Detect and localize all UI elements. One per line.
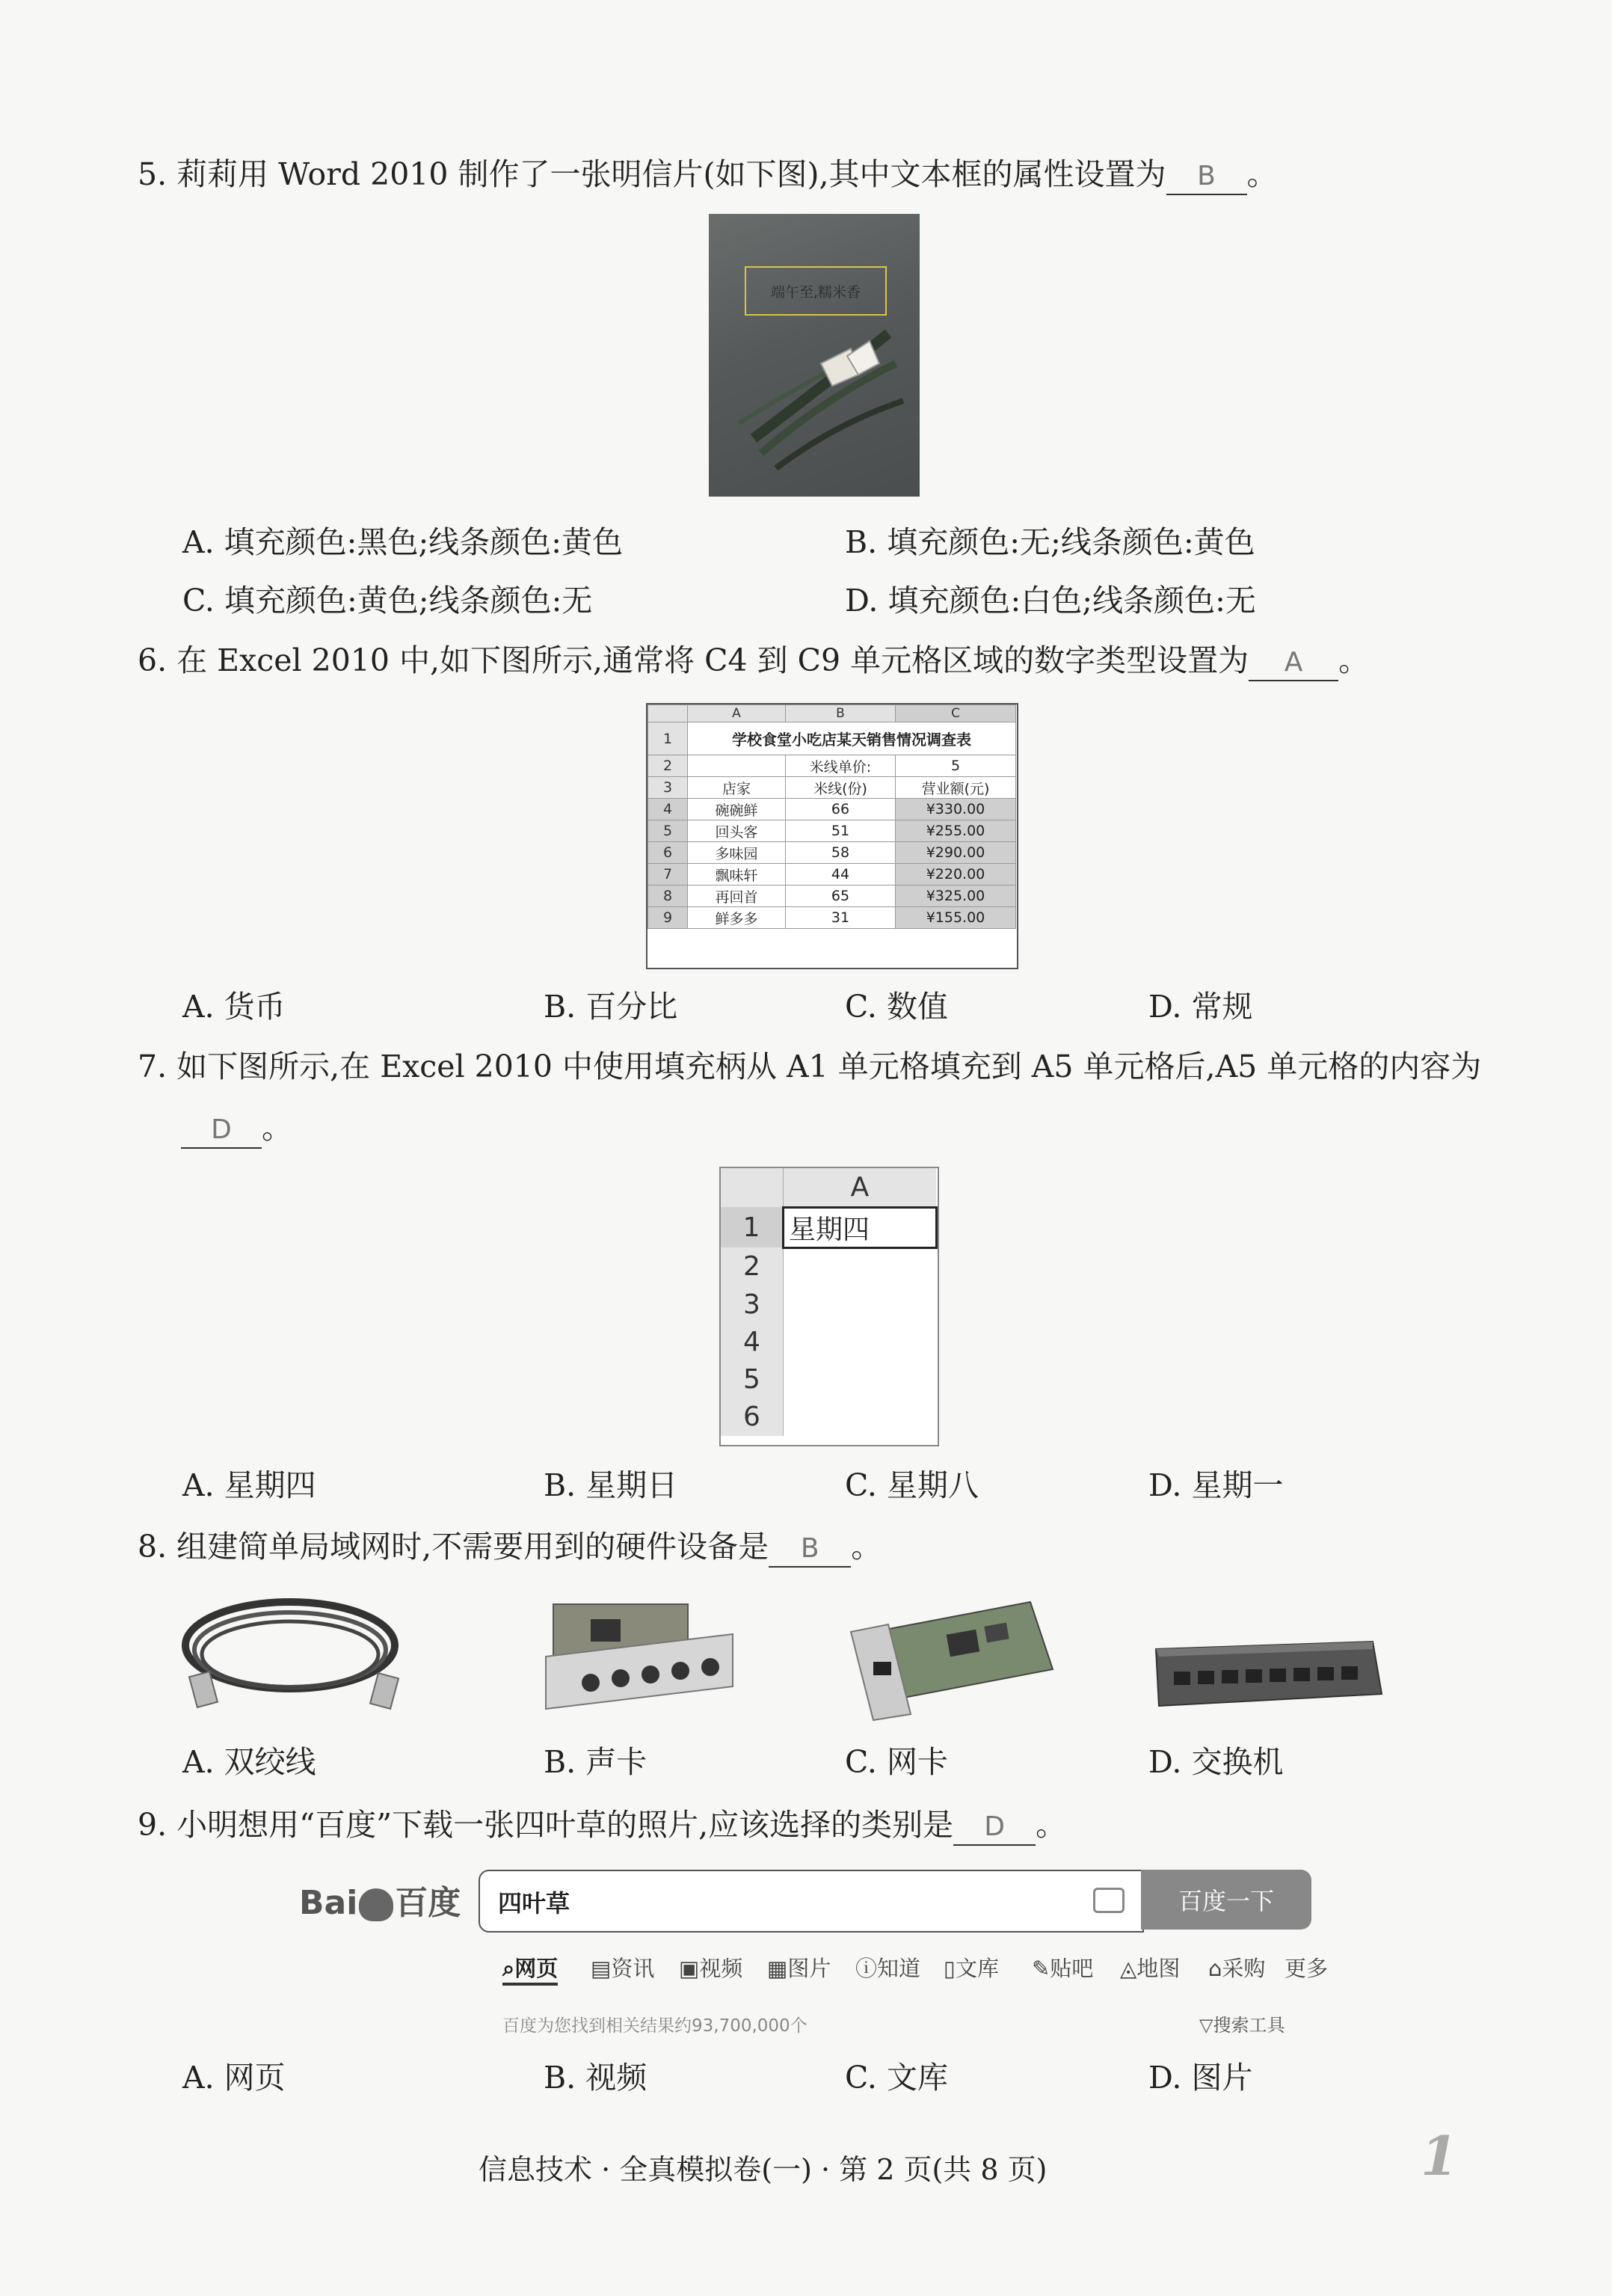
row-num: 3: [721, 1286, 784, 1324]
answer-blank-5: B: [1166, 159, 1247, 195]
cell-a1: 星期四: [784, 1207, 937, 1247]
answer-blank-9: D: [953, 1810, 1036, 1846]
answer-blank-7: D: [181, 1113, 262, 1149]
q5-option-a: A. 填充颜色:黑色;线条颜色:黄色: [182, 524, 624, 560]
tab-purchase[interactable]: [1208, 1952, 1265, 1983]
question-icon: ⓘ: [855, 1956, 878, 1981]
table-cell: ¥255.00: [896, 820, 1016, 842]
q9-option-a: A. 网页: [182, 2060, 286, 2096]
question-8-text: 8. 组建简单局域网时,不需要用到的硬件设备是: [138, 1529, 769, 1565]
tab-video-label: 视频: [699, 1956, 743, 1981]
video-icon: ▣: [679, 1956, 700, 1981]
question-7-line2: [181, 1107, 292, 1149]
table-cell: ¥290.00: [896, 842, 1016, 864]
q7-option-b: B. 星期日: [544, 1467, 678, 1503]
twisted-pair-cable-image: [178, 1591, 410, 1719]
empty-cell: [784, 1286, 937, 1324]
baidu-logo-text2: 百度: [395, 1884, 461, 1922]
corner-page-mark: 1: [1421, 2124, 1459, 2188]
table-cell: ¥155.00: [896, 907, 1016, 929]
row-num: 2: [648, 755, 688, 777]
tab-web-label: 网页: [514, 1956, 559, 1981]
header-cell: 营业额(元): [896, 777, 1016, 799]
q5-option-d: D. 填充颜色:白色;线条颜色:无: [845, 583, 1256, 618]
paw-icon: [359, 1888, 393, 1921]
tab-wenku-label: 文库: [955, 1956, 999, 1981]
row-num: 9: [648, 907, 688, 929]
tab-news[interactable]: [591, 1952, 654, 1983]
row-num: 4: [721, 1324, 784, 1361]
q9-option-d: D. 图片: [1148, 2060, 1253, 2096]
question-5-end: 。: [1246, 156, 1278, 192]
corner-cell: [648, 705, 688, 722]
tab-zhidao-label: 知道: [877, 1956, 921, 1981]
empty-cell: [688, 755, 786, 777]
corner-cell: [721, 1168, 784, 1207]
question-8: [138, 1526, 882, 1568]
tab-images-label: 图片: [787, 1956, 831, 1981]
q7-option-d: D. 星期一: [1148, 1467, 1284, 1503]
q6-option-d: D. 常规: [1148, 989, 1253, 1025]
q8-option-d: D. 交换机: [1148, 1744, 1284, 1780]
question-5-text: 5. 莉莉用 Word 2010 制作了一张明信片(如下图),其中文本框的属性设置为: [138, 156, 1166, 192]
question-9: [138, 1804, 1066, 1846]
row-num: 5: [648, 820, 688, 842]
sheet-title: 学校食堂小吃店某天销售情况调查表: [688, 722, 1016, 755]
cart-icon: ⌂: [1208, 1956, 1222, 1981]
news-icon: ▤: [591, 1956, 612, 1981]
page-footer: 信息技术 · 全真模拟卷(一) · 第 2 页(共 8 页): [479, 2153, 1048, 2186]
question-9-end: 。: [1036, 1807, 1067, 1843]
q7-option-c: C. 星期八: [845, 1467, 979, 1503]
row-num: 5: [721, 1361, 784, 1399]
col-header-a: A: [784, 1168, 937, 1207]
q8-option-c: C. 网卡: [845, 1744, 948, 1780]
sound-card-image: [538, 1589, 740, 1720]
table-cell: 51: [786, 820, 896, 842]
question-6-text: 6. 在 Excel 2010 中,如下图所示,通常将 C4 到 C9 单元格区域的数字类型设置为: [138, 642, 1249, 678]
filter-icon: ▽: [1199, 2015, 1213, 2036]
row-num: 8: [648, 885, 688, 907]
table-cell: 44: [786, 864, 896, 885]
q6-option-c: C. 数值: [845, 989, 948, 1025]
question-7-end: 。: [262, 1110, 292, 1146]
tab-images[interactable]: [767, 1952, 831, 1983]
table-cell: 碗碗鲜: [688, 799, 786, 820]
row-num: 1: [721, 1207, 784, 1247]
search-tools-label: 搜索工具: [1213, 2015, 1285, 2036]
search-tools[interactable]: [1199, 2010, 1285, 2036]
baidu-logo: [299, 1876, 461, 1924]
tab-purchase-label: 采购: [1222, 1956, 1266, 1981]
search-icon: ⌕: [502, 1956, 515, 1981]
map-icon: ◬: [1120, 1956, 1137, 1981]
tab-video[interactable]: [679, 1952, 742, 1983]
excel-fill-sheet: [719, 1167, 939, 1446]
row-num: 6: [721, 1399, 784, 1436]
doc-icon: ▯: [944, 1956, 956, 1981]
network-card-image: [843, 1587, 1060, 1722]
price-label: 米线单价:: [786, 755, 896, 777]
tab-wenku[interactable]: [944, 1952, 999, 1983]
tab-tieba[interactable]: [1032, 1952, 1093, 1983]
question-7-text: 7. 如下图所示,在 Excel 2010 中使用填充柄从 A1 单元格填充到 A5 单元格后,A5 单元格的内容为: [138, 1049, 1482, 1084]
table-cell: ¥220.00: [896, 864, 1016, 885]
table-cell: 鲜多多: [688, 907, 786, 929]
baidu-search-screenshot: [299, 1870, 1361, 2057]
table-cell: ¥325.00: [896, 885, 1016, 907]
excel-sales-table: [646, 703, 1018, 969]
empty-cell: [784, 1361, 937, 1399]
postcard-image: [709, 214, 920, 497]
q6-option-b: B. 百分比: [544, 989, 678, 1025]
row-num: 3: [648, 777, 688, 799]
q9-option-c: C. 文库: [845, 2060, 948, 2096]
table-cell: 再回首: [688, 885, 786, 907]
q7-option-a: A. 星期四: [182, 1467, 316, 1503]
row-num: 6: [648, 842, 688, 864]
q9-option-b: B. 视频: [544, 2060, 647, 2096]
row-num: 2: [721, 1247, 784, 1286]
tab-zhidao[interactable]: [855, 1952, 920, 1983]
empty-cell: [784, 1247, 937, 1286]
camera-icon[interactable]: [1093, 1888, 1125, 1913]
question-9-text: 9. 小明想用“百度”下载一张四叶草的照片,应该选择的类别是: [138, 1807, 954, 1843]
table-cell: 31: [786, 907, 896, 929]
empty-cell: [784, 1324, 937, 1361]
table-cell: 65: [786, 885, 896, 907]
q8-option-a: A. 双绞线: [182, 1744, 316, 1780]
header-cell: 米线(份): [786, 777, 896, 799]
table-cell: 多味园: [688, 842, 786, 864]
answer-blank-6: A: [1249, 645, 1338, 681]
postcard-textbox: 端午至,糯米香: [745, 266, 887, 316]
empty-cell: [784, 1399, 937, 1436]
tab-news-label: 资讯: [611, 1956, 655, 1981]
table-cell: ¥330.00: [896, 799, 1016, 820]
zongzi-leaf-illustration: [709, 214, 920, 497]
tab-tieba-label: 贴吧: [1050, 1956, 1094, 1981]
table-cell: 66: [786, 799, 896, 820]
col-header-a: A: [688, 705, 786, 722]
tieba-icon: ✎: [1032, 1956, 1050, 1981]
row-num: 1: [648, 722, 688, 755]
question-5: [138, 153, 1278, 195]
row-num: 7: [648, 864, 688, 885]
search-query: 四叶草: [498, 1889, 570, 1918]
search-button[interactable]: 百度一下: [1141, 1870, 1311, 1930]
price-value: 5: [896, 755, 1016, 777]
tab-web[interactable]: [502, 1952, 558, 1986]
question-6: [138, 639, 1369, 681]
table-cell: 58: [786, 842, 896, 864]
col-header-b: B: [786, 705, 896, 722]
q6-option-a: A. 货币: [182, 989, 286, 1025]
q5-option-b: B. 填充颜色:无;线条颜色:黄色: [845, 524, 1255, 560]
switch-image: [1148, 1634, 1388, 1716]
tab-more[interactable]: 更多: [1285, 1956, 1329, 1981]
q8-option-b: B. 声卡: [544, 1744, 647, 1780]
search-input[interactable]: [479, 1870, 1144, 1933]
question-6-end: 。: [1338, 642, 1370, 678]
image-icon: ▦: [767, 1956, 788, 1981]
baidu-logo-text: Bai: [299, 1884, 358, 1922]
row-num: 4: [648, 799, 688, 820]
question-8-end: 。: [851, 1529, 882, 1565]
tab-map-label: 地图: [1136, 1956, 1181, 1981]
table-cell: 飘味轩: [688, 864, 786, 885]
q5-option-c: C. 填充颜色:黄色;线条颜色:无: [182, 583, 593, 618]
result-count: 百度为您找到相关结果约93,700,000个: [502, 2016, 807, 2036]
header-cell: 店家: [688, 777, 786, 799]
answer-blank-8: B: [769, 1532, 851, 1568]
table-cell: 回头客: [688, 820, 786, 842]
col-header-c: C: [896, 705, 1016, 722]
tab-map[interactable]: [1120, 1952, 1180, 1983]
